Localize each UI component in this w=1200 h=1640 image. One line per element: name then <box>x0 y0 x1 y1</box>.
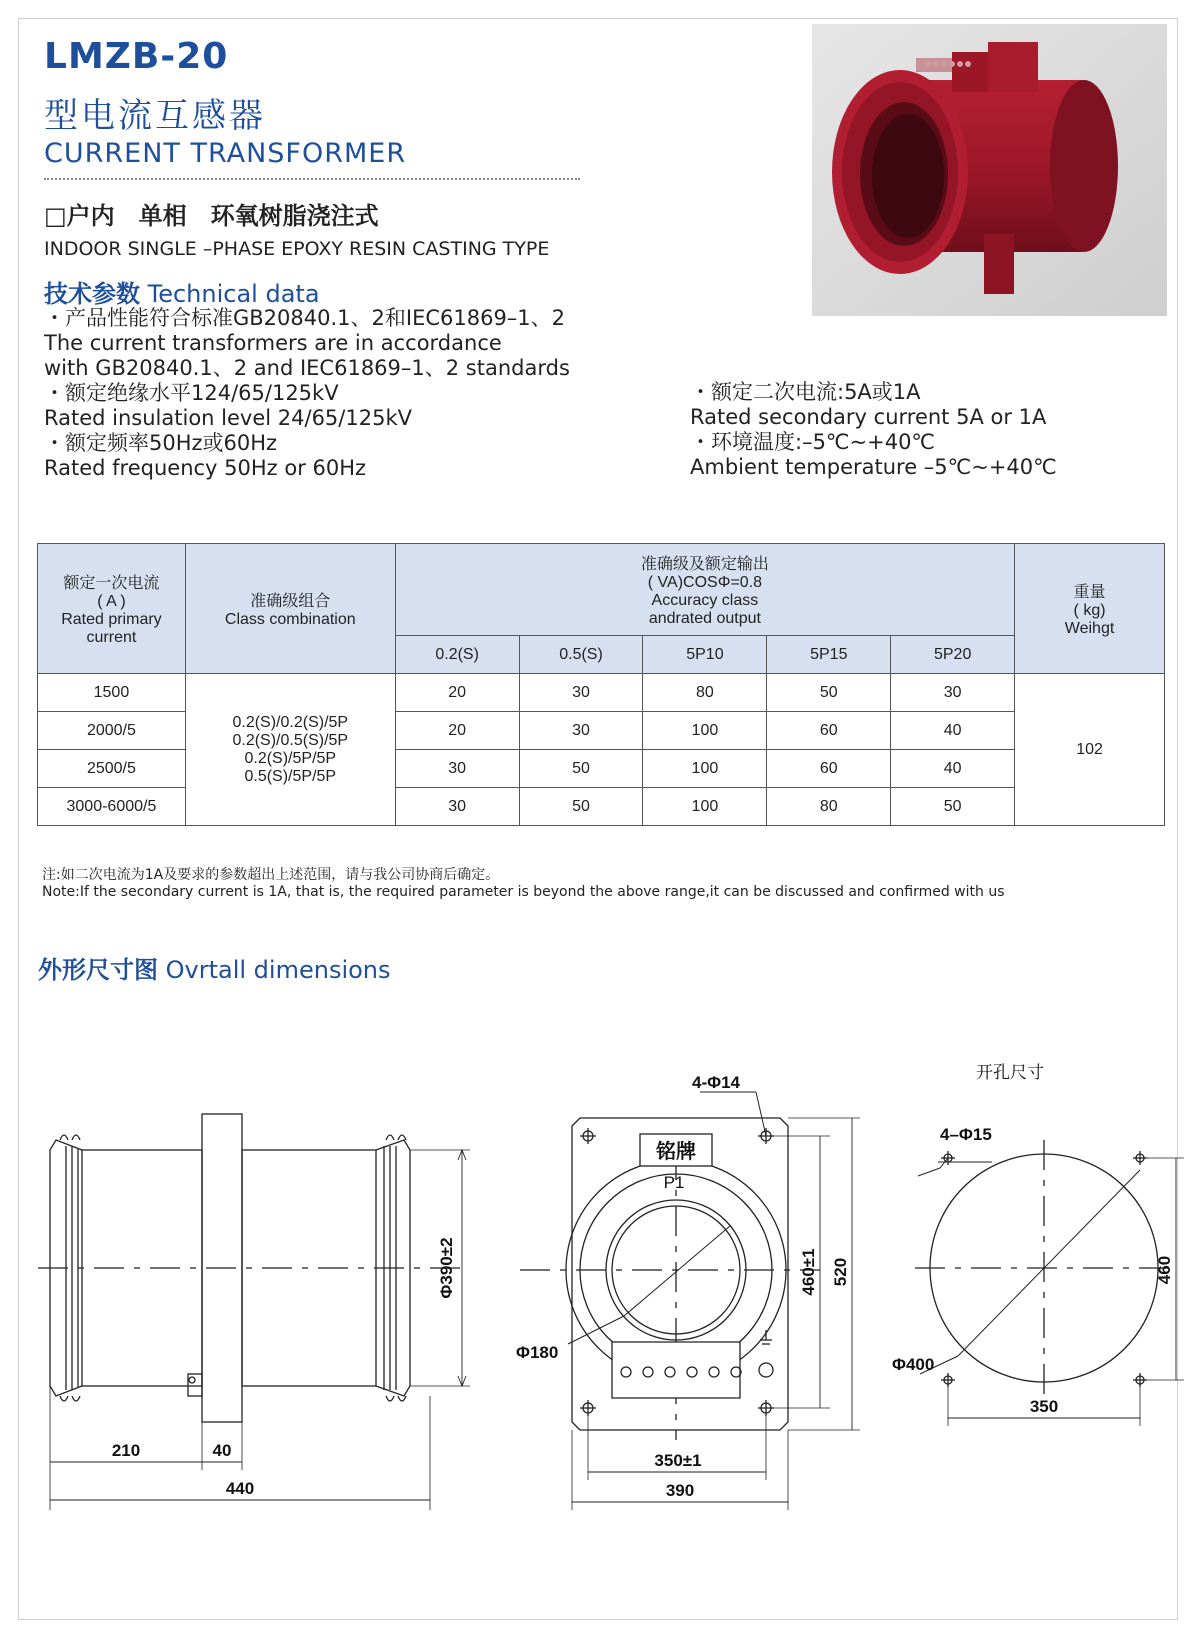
side-dim-440: 440 <box>225 1479 255 1498</box>
primary-current-cell: 3000-6000/5 <box>38 788 186 826</box>
spec-line: Rated frequency 50Hz or 60Hz <box>44 456 367 480</box>
primary-current-cell: 2000/5 <box>38 712 186 750</box>
value-cell: 60 <box>767 750 891 788</box>
value-cell: 50 <box>519 788 643 826</box>
subheader-cell: 0.2(S) <box>395 636 519 674</box>
value-cell: 80 <box>767 788 891 826</box>
type-english: INDOOR SINGLE –PHASE EPOXY RESIN CASTING TYPE <box>44 238 550 260</box>
spec-line: ・额定二次电流:5A或1A <box>690 380 921 404</box>
front-height-460: 460±1 <box>799 1248 818 1296</box>
primary-current-cell: 1500 <box>38 674 186 712</box>
note-chinese: 注:如二次电流为1A及要求的参数超出上述范围，请与我公司协商后确定。 <box>42 867 500 883</box>
technical-heading-en: Technical data <box>147 280 320 308</box>
value-cell: 60 <box>767 712 891 750</box>
side-dim-40: 40 <box>212 1441 232 1460</box>
header-rated-primary-current: 额定一次电流 ( A ) Rated primary current <box>38 544 186 674</box>
side-diameter-label: Φ390±2 <box>437 1237 456 1299</box>
side-view-drawing <box>38 1114 470 1510</box>
cutout-diameter-label: Φ400 <box>892 1355 935 1374</box>
cutout-hole-label: 4–Φ15 <box>940 1125 992 1144</box>
subheader-cell: 0.5(S) <box>519 636 643 674</box>
dimensions-heading-en: Ovrtall dimensions <box>165 956 391 984</box>
value-cell: 30 <box>395 750 519 788</box>
front-height-520: 520 <box>831 1257 850 1287</box>
type-chinese: □户内 单相 环氧树脂浇注式 <box>44 202 379 230</box>
spec-line: Ambient temperature –5℃~+40℃ <box>690 455 1057 479</box>
value-cell: 30 <box>519 674 643 712</box>
value-cell: 20 <box>395 674 519 712</box>
cutout-drawing <box>915 1140 1184 1426</box>
title-english: CURRENT TRANSFORMER <box>44 138 407 169</box>
value-cell: 80 <box>643 674 767 712</box>
value-cell: 50 <box>767 674 891 712</box>
header-class-combination: 准确级组合 Class combination <box>185 544 395 674</box>
value-cell: 30 <box>519 712 643 750</box>
value-cell: 20 <box>395 712 519 750</box>
spec-line: ・环境温度:–5℃~+40℃ <box>690 430 936 454</box>
spec-line: The current transformers are in accordance <box>44 331 502 355</box>
front-width-390: 390 <box>665 1481 695 1500</box>
value-cell: 50 <box>891 788 1015 826</box>
cutout-height-460: 460 <box>1155 1255 1174 1285</box>
value-cell: 100 <box>643 712 767 750</box>
p1-terminal-label: P1 <box>663 1173 685 1192</box>
front-width-350: 350±1 <box>654 1451 702 1470</box>
front-hole-label: 4-Φ14 <box>692 1073 740 1092</box>
spec-line: ・额定绝缘水平124/65/125kV <box>44 381 339 405</box>
spec-line: Rated insulation level 24/65/125kV <box>44 406 412 430</box>
header-weight: 重量 ( kg) Weihgt <box>1015 544 1165 674</box>
technical-heading-cn: 技术参数 <box>44 280 140 308</box>
subheader-cell: 5P20 <box>891 636 1015 674</box>
bore-diameter-label: Φ180 <box>516 1343 559 1362</box>
value-cell: 100 <box>643 750 767 788</box>
model-number: LMZB-20 <box>44 36 229 77</box>
side-dim-210: 210 <box>111 1441 141 1460</box>
cutout-width-350: 350 <box>1029 1397 1059 1416</box>
value-cell: 30 <box>395 788 519 826</box>
spec-line: Rated secondary current 5A or 1A <box>690 405 1047 429</box>
class-combination-cell: 0.2(S)/0.2(S)/5P 0.2(S)/0.5(S)/5P 0.2(S)/5P/5P 0.5(S)/5P/5P <box>185 674 395 826</box>
nameplate-label: 铭牌 <box>656 1141 696 1163</box>
title-chinese: 型电流互感器 <box>44 96 266 136</box>
primary-current-cell: 2500/5 <box>38 750 186 788</box>
spec-line: with GB20840.1、2 and IEC61869–1、2 standards <box>44 356 570 380</box>
value-cell: 50 <box>519 750 643 788</box>
subheader-cell: 5P10 <box>643 636 767 674</box>
value-cell: 30 <box>891 674 1015 712</box>
dimensions-heading-cn: 外形尺寸图 <box>38 956 158 984</box>
value-cell: 40 <box>891 750 1015 788</box>
value-cell: 100 <box>643 788 767 826</box>
note-english: Note:If the secondary current is 1A, that is, the required parameter is beyond the above range,it can be discussed and confirmed with us <box>42 884 1005 900</box>
value-cell: 40 <box>891 712 1015 750</box>
spec-line: ・额定频率50Hz或60Hz <box>44 431 278 455</box>
cutout-title: 开孔尺寸 <box>976 1063 1044 1082</box>
spec-line: ・产品性能符合标准GB20840.1、2和IEC61869–1、2 <box>44 306 566 330</box>
header-accuracy-output: 准确级及额定输出 ( VA)COSΦ=0.8 Accuracy class andrated output <box>395 544 1014 636</box>
weight-cell: 102 <box>1015 674 1165 826</box>
subheader-cell: 5P15 <box>767 636 891 674</box>
